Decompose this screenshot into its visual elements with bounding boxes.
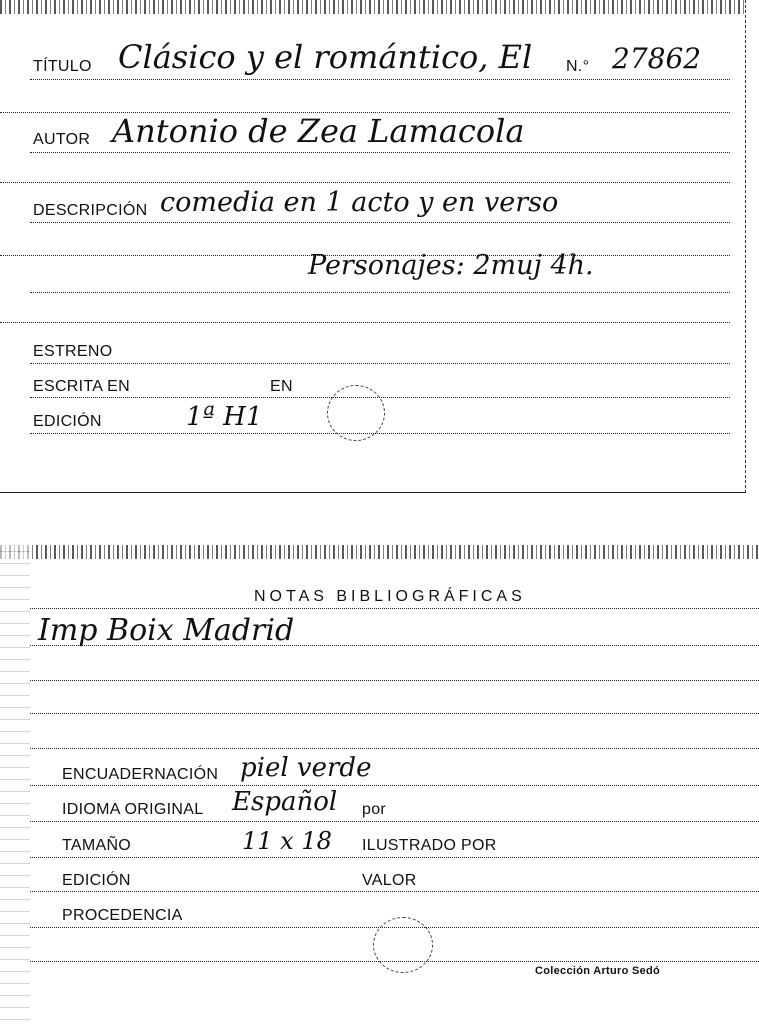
edicion-value: 1ª H1	[186, 402, 263, 432]
catalog-card-back	[0, 545, 759, 1028]
descripcion-label: DESCRIPCIÓN	[33, 202, 148, 219]
ilustrado-label: ILUSTRADO POR	[362, 837, 497, 854]
numero-value: 27862	[612, 42, 702, 75]
rule	[0, 322, 730, 323]
rule	[30, 608, 759, 609]
rule	[30, 152, 730, 153]
estreno-label: ESTRENO	[33, 343, 113, 360]
catalog-card-front	[0, 0, 746, 493]
rule	[30, 222, 730, 223]
tamano-value: 11 x 18	[242, 827, 332, 855]
punch-hole	[327, 385, 385, 441]
rule	[30, 891, 759, 892]
collection-credit: Colección Arturo Sedó	[535, 965, 661, 977]
punch-hole	[373, 917, 433, 973]
autor-label: AUTOR	[33, 131, 91, 148]
rule	[30, 748, 759, 749]
rule	[30, 292, 730, 293]
scan-edge-noise	[0, 545, 759, 559]
titulo-label: TÍTULO	[33, 58, 92, 75]
numero-label: N.°	[566, 58, 590, 75]
descripcion-value: comedia en 1 acto y en verso	[160, 187, 559, 218]
titulo-value: Clásico y el romántico, El	[118, 38, 533, 76]
idioma-value: Español	[232, 787, 338, 817]
scan-edge-noise	[0, 0, 745, 14]
rule	[0, 182, 730, 183]
edicion-label: EDICIÓN	[62, 872, 131, 889]
encuadernacion-value: piel verde	[240, 753, 372, 783]
rule	[30, 433, 730, 434]
valor-label: VALOR	[362, 872, 417, 889]
rule	[30, 79, 730, 80]
rule	[30, 857, 759, 858]
rule	[30, 713, 759, 714]
notas-heading: NOTAS BIBLIOGRÁFICAS	[254, 588, 526, 605]
procedencia-label: PROCEDENCIA	[62, 907, 183, 924]
por-label: por	[362, 801, 387, 818]
scan-edge-noise	[0, 545, 30, 1028]
en-label: EN	[270, 378, 293, 395]
personajes-value: Personajes: 2muj 4h.	[308, 250, 594, 281]
rule	[30, 680, 759, 681]
rule	[30, 645, 759, 646]
autor-value: Antonio de Zea Lamacola	[112, 112, 525, 150]
idioma-label: IDIOMA ORIGINAL	[62, 801, 204, 818]
encuadernacion-label: ENCUADERNACIÓN	[62, 766, 219, 783]
edicion-label: EDICIÓN	[33, 413, 102, 430]
rule	[30, 785, 759, 786]
rule	[30, 821, 759, 822]
escrita-label: ESCRITA EN	[33, 378, 130, 395]
notas-value: Imp Boix Madrid	[38, 613, 295, 648]
rule	[30, 363, 730, 364]
tamano-label: TAMAÑO	[62, 837, 132, 854]
